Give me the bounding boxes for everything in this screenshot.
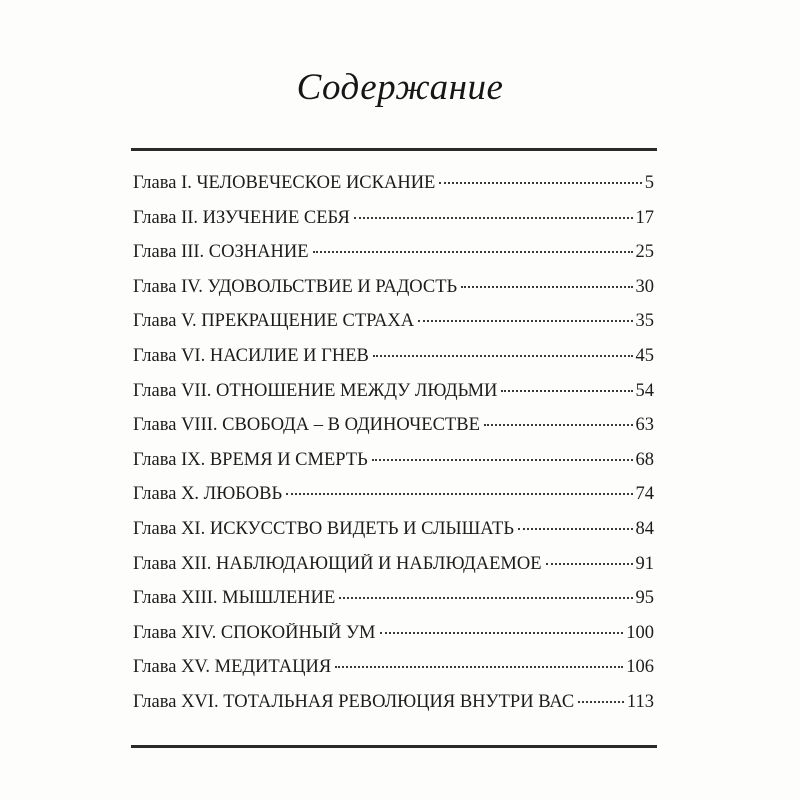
- toc-entry-page-number: 100: [626, 622, 654, 643]
- toc-entry: [133, 484, 654, 519]
- toc-entry-title: Глава VII. ОТНОШЕНИЕ МЕЖДУ ЛЮДЬМИ: [133, 380, 498, 401]
- toc-entry: [133, 311, 654, 346]
- toc-entry: [133, 519, 654, 554]
- toc-entry-page-number: 74: [635, 484, 654, 505]
- toc-entry-page-number: 63: [635, 415, 654, 436]
- toc-entry: [133, 415, 654, 450]
- toc-entry-page-number: 25: [635, 242, 654, 263]
- toc-entry: [133, 692, 654, 727]
- toc-entry-page-number: 54: [635, 380, 654, 401]
- toc-entry: [133, 346, 654, 381]
- dot-leader: [418, 320, 632, 322]
- toc-entry-title: Глава X. ЛЮБОВЬ: [133, 484, 283, 505]
- toc-entry-title: Глава XII. НАБЛЮДАЮЩИЙ И НАБЛЮДАЕМОЕ: [133, 553, 542, 574]
- toc-entry-page-number: 113: [626, 691, 654, 712]
- top-divider: [131, 148, 657, 151]
- toc-entry: [133, 657, 654, 692]
- toc-entry-title: Глава XIV. СПОКОЙНЫЙ УМ: [133, 622, 376, 643]
- toc-entry-title: Глава V. ПРЕКРАЩЕНИЕ СТРАХА: [133, 311, 415, 332]
- dot-leader: [335, 666, 623, 668]
- table-of-contents: [133, 173, 654, 727]
- toc-entry: [133, 381, 654, 416]
- toc-entry: [133, 623, 654, 658]
- toc-entry-title: Глава XV. МЕДИТАЦИЯ: [133, 657, 332, 678]
- dot-leader: [546, 563, 633, 565]
- dot-leader: [313, 251, 633, 253]
- toc-entry-title: Глава VI. НАСИЛИЕ И ГНЕВ: [133, 345, 369, 366]
- dot-leader: [372, 459, 633, 461]
- dot-leader: [501, 390, 632, 392]
- dot-leader: [439, 182, 641, 184]
- dot-leader: [354, 217, 633, 219]
- toc-entry-title: Глава IX. ВРЕМЯ И СМЕРТЬ: [133, 449, 368, 470]
- toc-entry-page-number: 5: [644, 173, 654, 193]
- toc-entry: [133, 208, 654, 243]
- toc-entry-title: Глава III. СОЗНАНИЕ: [133, 242, 309, 263]
- toc-entry-page-number: 30: [635, 276, 654, 297]
- toc-entry-page-number: 68: [635, 449, 654, 470]
- dot-leader: [380, 632, 624, 634]
- toc-entry-title: Глава XIII. МЫШЛЕНИЕ: [133, 588, 336, 609]
- toc-entry-page-number: 17: [635, 207, 654, 228]
- toc-entry-page-number: 35: [635, 311, 654, 332]
- dot-leader: [518, 528, 633, 530]
- dot-leader: [484, 424, 633, 426]
- toc-entry-title: Глава VIII. СВОБОДА – В ОДИНОЧЕСТВЕ: [133, 415, 480, 436]
- toc-entry-title: Глава II. ИЗУЧЕНИЕ СЕБЯ: [133, 207, 350, 228]
- toc-entry-page-number: 95: [635, 588, 654, 609]
- toc-entry-page-number: 106: [626, 657, 654, 678]
- toc-entry-title: Глава IV. УДОВОЛЬСТВИЕ И РАДОСТЬ: [133, 276, 458, 297]
- toc-entry-page-number: 91: [635, 553, 654, 574]
- toc-entry-page-number: 84: [635, 518, 654, 539]
- toc-entry: [133, 242, 654, 277]
- toc-entry: [133, 554, 654, 589]
- dot-leader: [286, 493, 632, 495]
- toc-entry-title: Глава XVI. ТОТАЛЬНАЯ РЕВОЛЮЦИЯ ВНУТРИ ВАС: [133, 691, 575, 712]
- bottom-divider: [131, 745, 657, 748]
- toc-entry: [133, 588, 654, 623]
- dot-leader: [373, 355, 633, 357]
- dot-leader: [339, 597, 632, 599]
- toc-entry: [133, 173, 654, 208]
- dot-leader: [578, 701, 624, 703]
- dot-leader: [461, 286, 632, 288]
- toc-entry-title: Глава XI. ИСКУССТВО ВИДЕТЬ И СЛЫШАТЬ: [133, 518, 514, 539]
- toc-entry-title: Глава I. ЧЕЛОВЕЧЕСКОЕ ИСКАНИЕ: [133, 173, 436, 193]
- toc-entry: [133, 450, 654, 485]
- toc-entry: [133, 277, 654, 312]
- page-title: Содержание: [296, 67, 504, 108]
- toc-entry-page-number: 45: [635, 345, 654, 366]
